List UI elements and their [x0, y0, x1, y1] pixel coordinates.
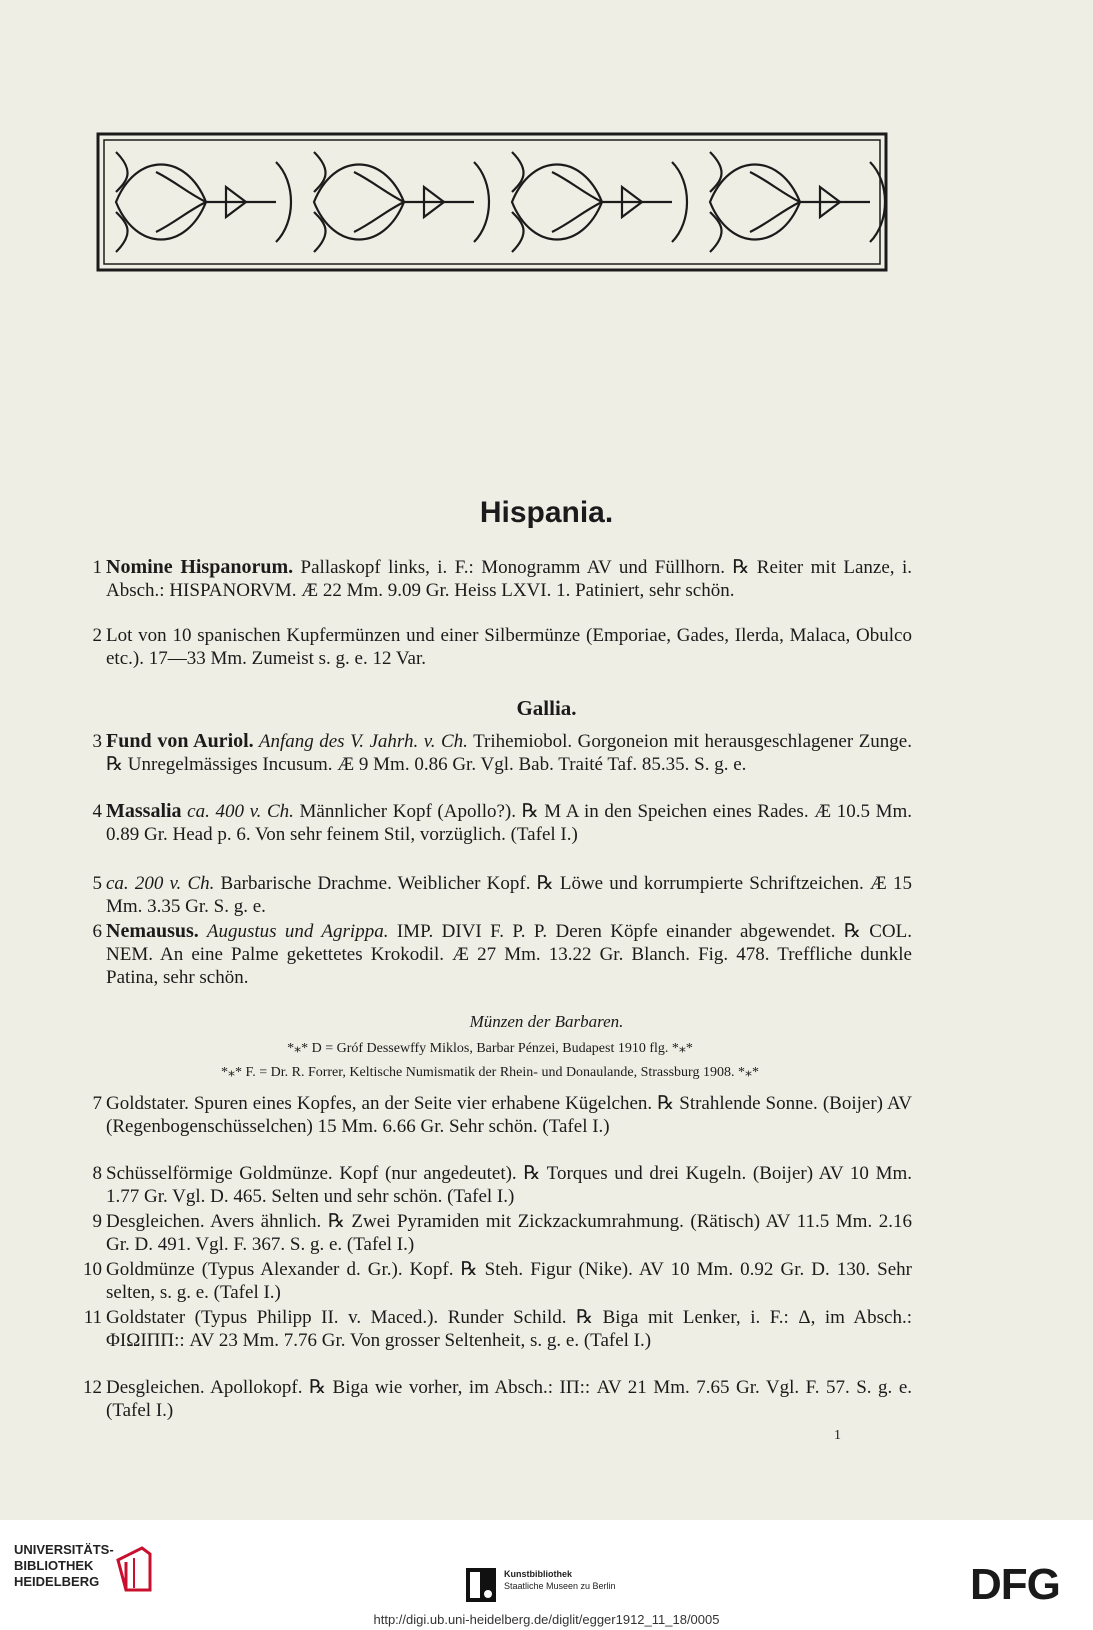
kunstbibliothek-logo[interactable]: [466, 1568, 666, 1608]
page-number: 1: [834, 1428, 841, 1443]
entry-number: 6: [92, 921, 102, 942]
entry-number: 3: [92, 731, 102, 752]
entry-text: IMP. DIVI F. P. P. Deren Köpfe einander abgewendet. ℞ COL. NEM. An eine Palme gekettetes Krokodil. Æ 27 Mm. 13.22 Gr. Blanch. Fig. 478. Treffliche dunkle Patina, sehr schön.: [106, 921, 912, 988]
entry-text: Trihemiobol. Gorgoneion mit herausgeschlagener Zunge. ℞ Unregelmässiges Incusum. Æ 9 Mm. 0.86 Gr. Vgl. Bab. Traité Taf. 85.35. S. g. e.: [106, 731, 912, 775]
library-name-line: UNIVERSITÄTS-: [14, 1542, 114, 1557]
catalog-entry: [78, 872, 912, 918]
bibliography-note: *⁎* F. = Dr. R. Forrer, Keltische Numismatik der Rhein- und Donaulande, Strassburg 1908. *⁎*: [221, 1065, 759, 1080]
permalink-url[interactable]: http://digi.ub.uni-heidelberg.de/diglit/egger1912_11_18/0005: [373, 1612, 720, 1627]
entry-number: 8: [92, 1163, 102, 1184]
kunstbibliothek-subtitle: Staatliche Museen zu Berlin: [504, 1581, 616, 1591]
entry-number: 12: [83, 1377, 102, 1398]
catalog-entry: [78, 920, 912, 989]
catalog-entry: [78, 1376, 912, 1422]
catalog-entry: [78, 1306, 912, 1352]
kunstbibliothek-name: Kunstbibliothek: [504, 1569, 572, 1579]
entry-number: 10: [83, 1259, 102, 1280]
library-name-line: HEIDELBERG: [14, 1574, 100, 1589]
section-heading-gallia: Gallia.: [516, 696, 577, 720]
entry-text: Goldstater (Typus Philipp II. v. Maced.). Runder Schild. ℞ Biga mit Lenker, i. F.: Δ, im Absch.: ΦΙΩΙΠΠ:: AV 23 Mm. 7.76 Gr. Von grosser Seltenheit, s. g. e. (Tafel I.): [106, 1307, 912, 1351]
entry-heading: Fund von Auriol.: [106, 730, 254, 752]
entry-number: 2: [92, 625, 102, 646]
entry-text: Goldstater. Spuren eines Kopfes, an der Seite vier erhabene Kügelchen. ℞ Strahlende Sonne. (Boijer) AV (Regenbogenschüsselchen) 15 Mm. 6.66 Gr. Sehr schön. (Tafel I.): [106, 1093, 912, 1137]
entry-number: 11: [83, 1307, 102, 1328]
entry-text: Männlicher Kopf (Apollo?). ℞ M A in den Speichen eines Rades. Æ 10.5 Mm. 0.89 Gr. Head p. 6. Von sehr feinem Stil, vorzüglich. (Tafel I.): [106, 801, 912, 845]
entry-number: 1: [92, 557, 102, 578]
entry-text: Pallaskopf links, i. F.: Monogramm AV und Füllhorn. ℞ Reiter mit Lanze, i. Absch.: HISPANORVM. Æ 22 Mm. 9.09 Gr. Heiss LXVI. 1. Patiniert, sehr schön.: [106, 557, 912, 601]
catalog-entry: [78, 1162, 912, 1208]
kunstbibliothek-icon: [466, 1568, 496, 1602]
catalog-entry: [78, 730, 912, 776]
entry-heading: Nemausus.: [106, 920, 199, 942]
ornament-banner: [96, 132, 888, 272]
catalog-entry: [78, 1258, 912, 1304]
entry-date: ca. 400 v. Ch.: [181, 801, 294, 822]
entry-number: 9: [92, 1211, 102, 1232]
catalog-entry: [78, 556, 912, 602]
section-heading-barbaren: Münzen der Barbaren.: [469, 1012, 624, 1031]
catalog-entry: [78, 1092, 912, 1138]
entry-date: Anfang des V. Jahrh. v. Ch.: [253, 731, 468, 752]
entry-text: Desgleichen. Apollokopf. ℞ Biga wie vorher, im Absch.: ΙΠ:: AV 21 Mm. 7.65 Gr. Vgl. F. 57. S. g. e. (Tafel I.): [106, 1377, 912, 1421]
entry-text: Lot von 10 spanischen Kupfermünzen und einer Silbermünze (Emporiae, Gades, Ilerda, Malaca, Obulco etc.). 17—33 Mm. Zumeist s. g. e. 12 Var.: [106, 625, 912, 669]
entry-date: Augustus und Agrippa.: [198, 921, 389, 942]
library-emblem-icon: [114, 1544, 154, 1594]
entry-text: Barbarische Drachme. Weiblicher Kopf. ℞ Löwe und korrumpierte Schriftzeichen. Æ 15 Mm. 3.35 Gr. S. g. e.: [106, 873, 912, 917]
catalog-entry: [78, 624, 912, 670]
catalog-entry: [78, 800, 912, 846]
entry-text: Schüsselförmige Goldmünze. Kopf (nur angedeutet). ℞ Torques und drei Kugeln. (Boijer) AV 10 Mm. 1.77 Gr. Vgl. D. 465. Selten und sehr schön. (Tafel I.): [106, 1163, 912, 1207]
entry-number: 5: [92, 873, 102, 894]
entry-text: Desgleichen. Avers ähnlich. ℞ Zwei Pyramiden mit Zickzackumrahmung. (Rätisch) AV 11.5 Mm. 2.16 Gr. D. 491. Vgl. F. 367. S. g. e. (Tafel I.): [106, 1211, 912, 1255]
dfg-logo[interactable]: DFG: [970, 1560, 1060, 1609]
entry-heading: Nomine Hispanorum.: [106, 556, 294, 578]
entry-date: ca. 200 v. Ch.: [106, 873, 215, 894]
entry-text: Goldmünze (Typus Alexander d. Gr.). Kopf. ℞ Steh. Figur (Nike). AV 10 Mm. 0.92 Gr. D. 130. Sehr selten, s. g. e. (Tafel I.): [106, 1259, 912, 1303]
library-name-line: BIBLIOTHEK: [14, 1558, 94, 1573]
entry-number: 7: [92, 1093, 102, 1114]
catalog-entry: [78, 1210, 912, 1256]
entry-number: 4: [92, 801, 102, 822]
page-title: Hispania.: [479, 496, 614, 529]
entry-heading: Massalia: [106, 800, 182, 822]
digitization-footer: [0, 1520, 1093, 1630]
bibliography-note: *⁎* D = Gróf Dessewffy Miklos, Barbar Pénzei, Budapest 1910 flg. *⁎*: [287, 1041, 693, 1056]
